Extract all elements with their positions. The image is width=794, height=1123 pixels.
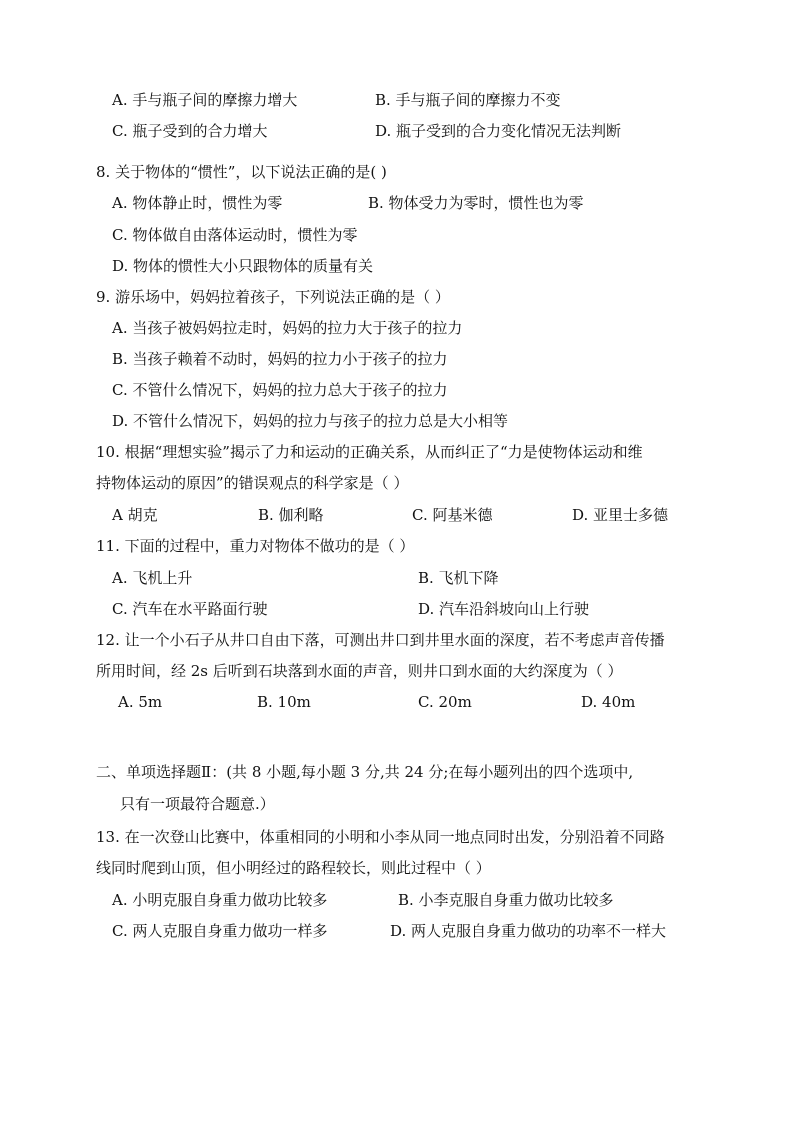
q9-stem: 9. 游乐场中，妈妈拉着孩子，下列说法正确的是（ ） <box>96 288 450 306</box>
section2-heading-line1: 二、单项选择题Ⅱ：(共 8 小题,每小题 3 分,共 24 分;在每小题列出的四个选项中, <box>96 763 634 781</box>
q12-option-c: C. 20m <box>418 693 472 711</box>
section2-heading-line2: 只有一项最符合题意.） <box>120 795 275 813</box>
q11-option-b: B. 飞机下降 <box>418 569 499 587</box>
q13-option-c: C. 两人克服自身重力做功一样多 <box>112 922 328 940</box>
q10-option-b: B. 伽利略 <box>258 506 324 524</box>
q13-stem-line1: 13. 在一次登山比赛中，体重相同的小明和小李从同一地点同时出发，分别沿着不同路 <box>96 828 665 846</box>
q8-stem: 8. 关于物体的“惯性”，以下说法正确的是( ) <box>96 163 387 181</box>
q9-option-a: A. 当孩子被妈妈拉走时，妈妈的拉力大于孩子的拉力 <box>112 319 463 337</box>
q11-option-c: C. 汽车在水平路面行驶 <box>112 600 268 618</box>
q7-option-d: D. 瓶子受到的合力变化情况无法判断 <box>375 122 622 140</box>
q12-option-b: B. 10m <box>257 693 311 711</box>
q11-option-d: D. 汽车沿斜坡向山上行驶 <box>418 600 590 618</box>
q7-option-a: A. 手与瓶子间的摩擦力增大 <box>112 91 298 109</box>
q8-option-d: D. 物体的惯性大小只跟物体的质量有关 <box>112 257 374 275</box>
q8-option-c: C. 物体做自由落体运动时，惯性为零 <box>112 226 358 244</box>
q9-option-c: C. 不管什么情况下，妈妈的拉力总大于孩子的拉力 <box>112 381 448 399</box>
q9-option-b: B. 当孩子赖着不动时，妈妈的拉力小于孩子的拉力 <box>112 350 448 368</box>
q10-option-a: A 胡克 <box>112 506 158 524</box>
q10-option-c: C. 阿基米德 <box>412 506 493 524</box>
q12-option-a: A. 5m <box>118 693 163 711</box>
q11-option-a: A. 飞机上升 <box>112 569 193 587</box>
q12-stem-line2: 所用时间，经 2s 后听到石块落到水面的声音，则井口到水面的大约深度为（ ） <box>96 662 623 680</box>
q7-option-b: B. 手与瓶子间的摩擦力不变 <box>375 91 561 109</box>
q8-option-a: A. 物体静止时，惯性为零 <box>112 194 283 212</box>
q13-option-a: A. 小明克服自身重力做功比较多 <box>112 891 328 909</box>
q12-option-d: D. 40m <box>581 693 636 711</box>
q7-option-c: C. 瓶子受到的合力增大 <box>112 122 268 140</box>
q10-option-d: D. 亚里士多德 <box>572 506 669 524</box>
q13-option-d: D. 两人克服自身重力做功的功率不一样大 <box>390 922 667 940</box>
q10-stem-line2: 持物体运动的原因”的错误观点的科学家是（ ） <box>96 474 409 492</box>
q9-option-d: D. 不管什么情况下，妈妈的拉力与孩子的拉力总是大小相等 <box>112 412 509 430</box>
q12-stem-line1: 12. 让一个小石子从井口自由下落，可测出井口到井里水面的深度，若不考虑声音传播 <box>96 631 665 649</box>
q11-stem: 11. 下面的过程中，重力对物体不做功的是（ ） <box>96 537 415 555</box>
q13-option-b: B. 小李克服自身重力做功比较多 <box>398 891 614 909</box>
q13-stem-line2: 线同时爬到山顶，但小明经过的路程较长，则此过程中（ ） <box>96 859 491 877</box>
q8-option-b: B. 物体受力为零时，惯性也为零 <box>368 194 584 212</box>
q10-stem-line1: 10. 根据“理想实验”揭示了力和运动的正确关系，从而纠正了“力是使物体运动和维 <box>96 443 643 461</box>
